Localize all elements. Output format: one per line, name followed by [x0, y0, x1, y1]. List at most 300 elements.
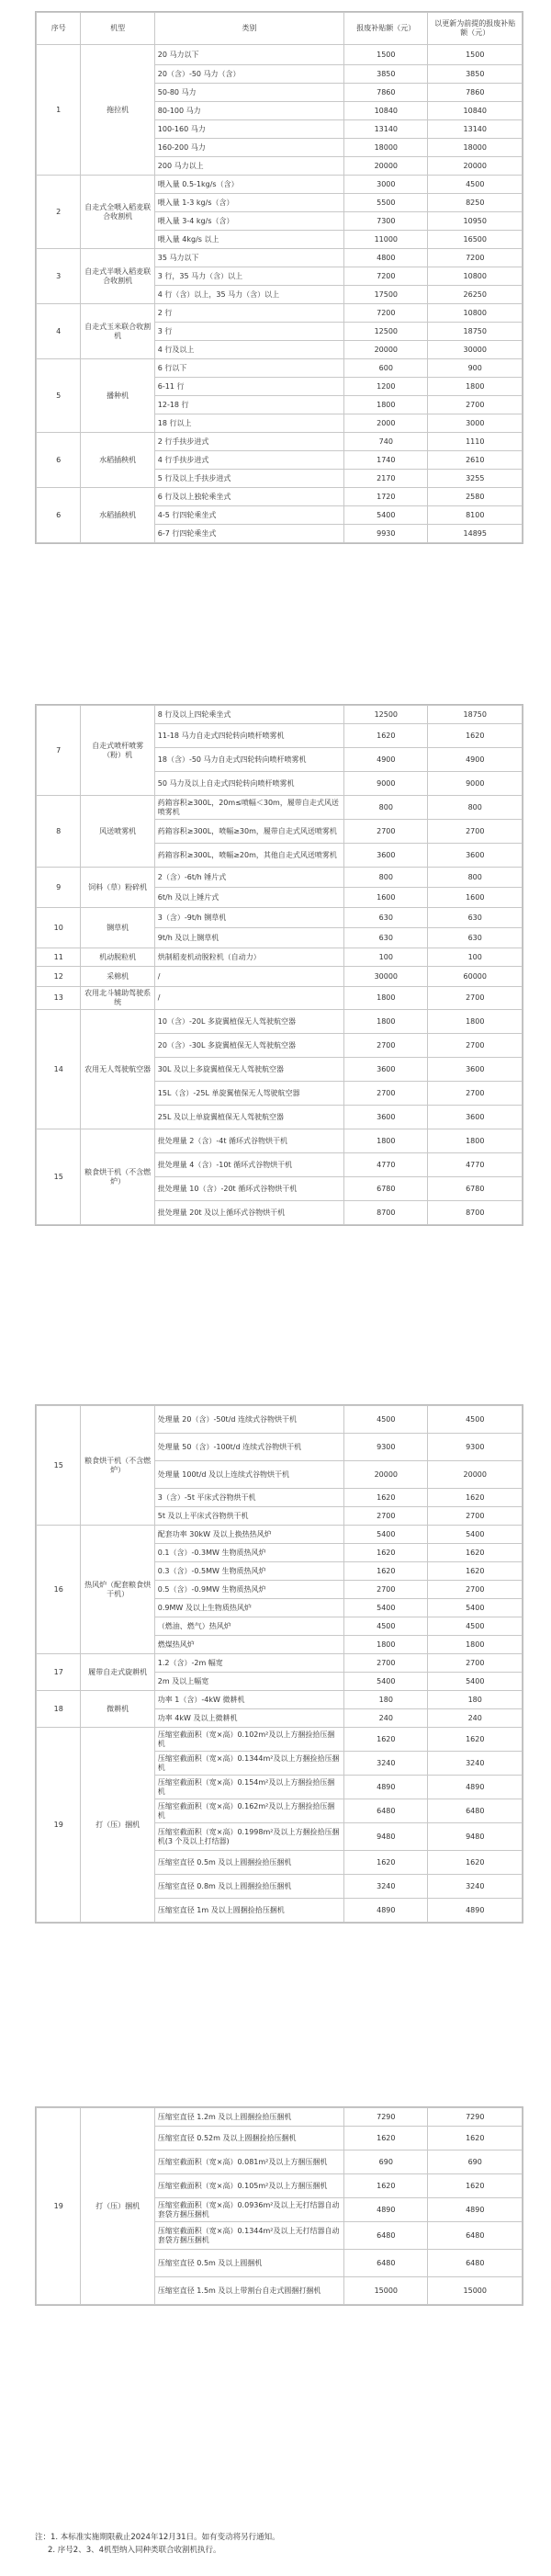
renewal-subsidy-cell: 10950	[428, 212, 523, 231]
renewal-subsidy-cell: 2700	[428, 1507, 523, 1526]
category-cell: 9t/h 及以上铡草机	[154, 928, 343, 948]
subsidy-cell: 4890	[344, 2198, 428, 2222]
subsidy-cell: 5400	[344, 1526, 428, 1544]
category-cell: 2 行	[154, 304, 343, 323]
renewal-subsidy-cell: 5400	[428, 1599, 523, 1617]
category-cell: 6-7 行四轮乘坐式	[154, 525, 343, 543]
subsidy-cell: 2170	[344, 470, 428, 488]
machine-type: 铡草机	[81, 908, 154, 948]
subsidy-cell: 2700	[344, 820, 428, 844]
category-cell: 4 行及以上	[154, 341, 343, 359]
subsidy-cell: 7200	[344, 267, 428, 286]
renewal-subsidy-cell: 5400	[428, 1526, 523, 1544]
subsidy-cell: 4500	[344, 1617, 428, 1636]
subsidy-cell: 4500	[344, 1406, 428, 1434]
renewal-subsidy-cell: 15000	[428, 2277, 523, 2305]
table-row	[37, 488, 523, 506]
subsidy-cell: 18000	[344, 139, 428, 157]
subsidy-cell: 100	[344, 948, 428, 967]
subsidy-cell: 1600	[344, 888, 428, 908]
row-number: 8	[37, 796, 81, 868]
row-number: 5	[37, 359, 81, 433]
table-section-4	[35, 2106, 523, 2306]
renewal-subsidy-cell: 6480	[428, 1799, 523, 1823]
category-cell: 0.3（含）-0.5MW 生物质热风炉	[154, 1562, 343, 1581]
subsidy-cell: 5400	[344, 1673, 428, 1691]
row-number: 9	[37, 868, 81, 908]
renewal-subsidy-cell: 1620	[428, 2174, 523, 2198]
category-cell: 压缩室截面积（宽×高）0.1344m²及以上方捆捡拾压捆机	[154, 1752, 343, 1776]
subsidy-cell: 13140	[344, 120, 428, 139]
subsidy-cell: 1620	[344, 1544, 428, 1562]
renewal-subsidy-cell: 16500	[428, 231, 523, 249]
subsidy-cell: 6780	[344, 1177, 428, 1201]
renewal-subsidy-cell: 800	[428, 868, 523, 888]
renewal-subsidy-cell: 3600	[428, 1058, 523, 1082]
category-cell: 0.1（含）-0.3MW 生物质热风炉	[154, 1544, 343, 1562]
category-cell: 压缩室截面积（宽×高）0.162m²及以上方捆捡拾压捆机	[154, 1799, 343, 1823]
subsidy-cell: 20000	[344, 341, 428, 359]
category-cell: 压缩室直径 0.5m 及以上圆捆机	[154, 2250, 343, 2277]
table-row	[37, 1129, 523, 1153]
subsidy-cell: 800	[344, 868, 428, 888]
subsidy-cell: 3240	[344, 1752, 428, 1776]
renewal-subsidy-cell: 900	[428, 359, 523, 378]
subsidy-cell: 1800	[344, 1010, 428, 1034]
table-row	[37, 2108, 523, 2127]
table-row	[37, 967, 523, 987]
machine-type: 风送喷雾机	[81, 796, 154, 868]
renewal-subsidy-cell: 6780	[428, 1177, 523, 1201]
table-row	[37, 1691, 523, 1709]
row-number: 4	[37, 304, 81, 359]
table-row	[37, 433, 523, 451]
subsidy-cell: 1620	[344, 1851, 428, 1875]
category-cell: 8 行及以上四轮乘坐式	[154, 706, 343, 724]
renewal-subsidy-cell: 26250	[428, 286, 523, 304]
table-row	[37, 1654, 523, 1673]
category-cell: 5t 及以上平床式谷物烘干机	[154, 1507, 343, 1526]
category-cell: 药箱容积≥300L，喷幅≥30m，履带自走式风送喷雾机	[154, 820, 343, 844]
renewal-subsidy-cell: 1620	[428, 1544, 523, 1562]
row-number: 2	[37, 176, 81, 249]
subsidy-cell: 5500	[344, 194, 428, 212]
row-number: 15	[37, 1129, 81, 1225]
subsidy-cell: 1720	[344, 488, 428, 506]
subsidy-cell: 3000	[344, 176, 428, 194]
column-header: 类别	[154, 13, 343, 45]
renewal-subsidy-cell: 100	[428, 948, 523, 967]
renewal-subsidy-cell: 2610	[428, 451, 523, 470]
renewal-subsidy-cell: 10840	[428, 102, 523, 120]
renewal-subsidy-cell: 2700	[428, 987, 523, 1010]
category-cell: 烘制稻麦机动脱粒机（自动力）	[154, 948, 343, 967]
category-cell: 20 马力以下	[154, 45, 343, 65]
renewal-subsidy-cell: 3000	[428, 414, 523, 433]
renewal-subsidy-cell: 4500	[428, 1406, 523, 1434]
category-cell: 批处理量 4（含）-10t 循环式谷物烘干机	[154, 1153, 343, 1177]
subsidy-cell: 1800	[344, 987, 428, 1010]
category-cell: 6 行以下	[154, 359, 343, 378]
renewal-subsidy-cell: 7860	[428, 84, 523, 102]
subsidy-cell: 600	[344, 359, 428, 378]
subsidy-cell: 1740	[344, 451, 428, 470]
subsidy-cell: 2000	[344, 414, 428, 433]
subsidy-cell: 1800	[344, 1129, 428, 1153]
table-row	[37, 1406, 523, 1434]
renewal-subsidy-cell: 4770	[428, 1153, 523, 1177]
subsidy-cell: 1620	[344, 2174, 428, 2198]
renewal-subsidy-cell: 630	[428, 928, 523, 948]
table-row	[37, 706, 523, 724]
category-cell: 35 马力以下	[154, 249, 343, 267]
machine-type: 采棉机	[81, 967, 154, 987]
renewal-subsidy-cell: 4500	[428, 176, 523, 194]
renewal-subsidy-cell: 7200	[428, 249, 523, 267]
machine-type: 水稻插秧机	[81, 433, 154, 488]
category-cell: 15L（含）-25L 单旋翼植保无人驾驶航空器	[154, 1082, 343, 1106]
subsidy-cell: 1800	[344, 1636, 428, 1654]
table-row	[37, 304, 523, 323]
renewal-subsidy-cell: 4890	[428, 1899, 523, 1923]
category-cell: 100-160 马力	[154, 120, 343, 139]
subsidy-cell: 3850	[344, 65, 428, 84]
renewal-subsidy-cell: 3600	[428, 1106, 523, 1129]
category-cell: 压缩室直径 0.5m 及以上圆捆捡拾压捆机	[154, 1851, 343, 1875]
row-number: 19	[37, 1728, 81, 1923]
table-row	[37, 45, 523, 65]
subsidy-cell: 7860	[344, 84, 428, 102]
subsidy-cell: 9930	[344, 525, 428, 543]
subsidy-cell: 180	[344, 1691, 428, 1709]
category-cell: 1.2（含）-2m 幅宽	[154, 1654, 343, 1673]
machine-type: 微耕机	[81, 1691, 154, 1728]
subsidy-cell: 1200	[344, 378, 428, 396]
renewal-subsidy-cell: 800	[428, 796, 523, 820]
category-cell: 3 行，35 马力（含）以上	[154, 267, 343, 286]
renewal-subsidy-cell: 18000	[428, 139, 523, 157]
table-row	[37, 1526, 523, 1544]
renewal-subsidy-cell: 5400	[428, 1673, 523, 1691]
footnotes	[35, 2531, 523, 2557]
category-cell: 药箱容积≥300L，20m≤喷幅＜30m，履带自走式风送喷雾机	[154, 796, 343, 820]
subsidy-cell: 4770	[344, 1153, 428, 1177]
subsidy-cell: 3600	[344, 844, 428, 868]
subsidy-cell: 1620	[344, 1489, 428, 1507]
renewal-subsidy-cell: 690	[428, 2150, 523, 2174]
renewal-subsidy-cell: 20000	[428, 157, 523, 176]
category-cell: 3（含）-9t/h 铡草机	[154, 908, 343, 928]
machine-type: 自走式喷杆喷雾（粉）机	[81, 706, 154, 796]
table-row	[37, 948, 523, 967]
renewal-subsidy-cell: 2580	[428, 488, 523, 506]
subsidy-cell: 4800	[344, 249, 428, 267]
renewal-subsidy-cell: 13140	[428, 120, 523, 139]
renewal-subsidy-cell: 8250	[428, 194, 523, 212]
subsidy-cell: 3600	[344, 1058, 428, 1082]
subsidy-cell: 2700	[344, 1082, 428, 1106]
category-cell: 压缩室直径 0.8m 及以上圆捆捡拾压捆机	[154, 1875, 343, 1899]
subsidy-cell: 9000	[344, 772, 428, 796]
renewal-subsidy-cell: 2700	[428, 1581, 523, 1599]
category-cell: 批处理量 10（含）-20t 循环式谷物烘干机	[154, 1177, 343, 1201]
renewal-subsidy-cell: 9300	[428, 1434, 523, 1461]
renewal-subsidy-cell: 2700	[428, 1654, 523, 1673]
renewal-subsidy-cell: 4500	[428, 1617, 523, 1636]
subsidy-cell: 800	[344, 796, 428, 820]
machine-type: 自走式玉米联合收割机	[81, 304, 154, 359]
row-number: 1	[37, 45, 81, 176]
header-row	[37, 13, 523, 45]
subsidy-cell: 2700	[344, 1654, 428, 1673]
category-cell: 功率 1（含）-4kW 微耕机	[154, 1691, 343, 1709]
renewal-subsidy-cell: 2700	[428, 1034, 523, 1058]
category-cell: 喂入量 1-3 kg/s（含）	[154, 194, 343, 212]
subsidy-cell: 8700	[344, 1201, 428, 1225]
category-cell: 燃煤热风炉	[154, 1636, 343, 1654]
machine-type: 农用北斗辅助驾驶系统	[81, 987, 154, 1010]
category-cell: 20（含）-50 马力（含）	[154, 65, 343, 84]
renewal-subsidy-cell: 240	[428, 1709, 523, 1728]
category-cell: 6t/h 及以上锤片式	[154, 888, 343, 908]
table-section-1	[35, 11, 523, 544]
row-number: 12	[37, 967, 81, 987]
renewal-subsidy-cell: 3240	[428, 1752, 523, 1776]
category-cell: 10（含）-20L 多旋翼植保无人驾驶航空器	[154, 1010, 343, 1034]
renewal-subsidy-cell: 14895	[428, 525, 523, 543]
subsidy-cell: 4890	[344, 1776, 428, 1799]
renewal-subsidy-cell: 18750	[428, 323, 523, 341]
renewal-subsidy-cell: 1500	[428, 45, 523, 65]
footnote-2: 2. 序号2、3、4机型纳入同种类联合收割机执行。	[48, 2546, 221, 2555]
category-cell: 2（含）-6t/h 锤片式	[154, 868, 343, 888]
category-cell: 0.9MW 及以上生物质热风炉	[154, 1599, 343, 1617]
subsidy-cell: 3240	[344, 1875, 428, 1899]
table-row	[37, 249, 523, 267]
category-cell: 压缩室截面积（宽×高）0.081m²及以上方捆压捆机	[154, 2150, 343, 2174]
machine-type: 打（压）捆机	[81, 1728, 154, 1923]
category-cell: 压缩室直径 0.52m 及以上圆捆捡拾压捆机	[154, 2127, 343, 2150]
renewal-subsidy-cell: 1110	[428, 433, 523, 451]
category-cell: 喂入量 0.5-1kg/s（含）	[154, 176, 343, 194]
renewal-subsidy-cell: 1800	[428, 378, 523, 396]
row-number: 16	[37, 1526, 81, 1654]
subsidy-cell: 690	[344, 2150, 428, 2174]
subsidy-cell: 240	[344, 1709, 428, 1728]
column-header: 报废补贴额（元）	[344, 13, 428, 45]
renewal-subsidy-cell: 3600	[428, 844, 523, 868]
renewal-subsidy-cell: 1620	[428, 1851, 523, 1875]
category-cell: 压缩室截面积（宽×高）0.102m²及以上方捆捡拾压捆机	[154, 1728, 343, 1752]
renewal-subsidy-cell: 9000	[428, 772, 523, 796]
renewal-subsidy-cell: 1800	[428, 1636, 523, 1654]
renewal-subsidy-cell: 20000	[428, 1461, 523, 1489]
subsidy-cell: 11000	[344, 231, 428, 249]
machine-type: 粮食烘干机（不含燃炉）	[81, 1129, 154, 1225]
row-number: 6	[37, 488, 81, 543]
subsidy-cell: 2700	[344, 1034, 428, 1058]
renewal-subsidy-cell: 7290	[428, 2108, 523, 2127]
row-number: 6	[37, 433, 81, 488]
category-cell: 压缩室直径 1.5m 及以上带割台自走式圆捆打捆机	[154, 2277, 343, 2305]
footnote-1: 注：1. 本标准实施期限截止2024年12月31日。如有变动将另行通知。	[35, 2533, 280, 2542]
renewal-subsidy-cell: 1620	[428, 724, 523, 748]
subsidy-cell: 6480	[344, 2222, 428, 2250]
subsidy-cell: 7290	[344, 2108, 428, 2127]
row-number: 13	[37, 987, 81, 1010]
category-cell: 4-5 行四轮乘坐式	[154, 506, 343, 525]
machine-type: 自走式半喂入稻麦联合收割机	[81, 249, 154, 304]
renewal-subsidy-cell: 10800	[428, 267, 523, 286]
machine-type: 机动脱粒机	[81, 948, 154, 967]
renewal-subsidy-cell: 8100	[428, 506, 523, 525]
category-cell: 压缩室截面积（宽×高）0.1998m²及以上方捆捡拾压捆机(3 个及以上打结器)	[154, 1823, 343, 1851]
subsidy-cell: 4900	[344, 748, 428, 772]
category-cell: 处理量 20（含）-50t/d 连续式谷物烘干机	[154, 1406, 343, 1434]
category-cell: 2 行手扶步进式	[154, 433, 343, 451]
category-cell: 配套功率 30kW 及以上换热热风炉	[154, 1526, 343, 1544]
subsidy-cell: 1620	[344, 1728, 428, 1752]
category-cell: 25L 及以上单旋翼植保无人驾驶航空器	[154, 1106, 343, 1129]
renewal-subsidy-cell: 9480	[428, 1823, 523, 1851]
renewal-subsidy-cell: 1620	[428, 1562, 523, 1581]
machine-type: 粮食烘干机（不含燃炉）	[81, 1406, 154, 1526]
category-cell: 压缩室直径 1m 及以上圆捆捡拾压捆机	[154, 1899, 343, 1923]
subsidy-cell: 1620	[344, 2127, 428, 2150]
category-cell: 200 马力以上	[154, 157, 343, 176]
renewal-subsidy-cell: 3850	[428, 65, 523, 84]
subsidy-cell: 20000	[344, 157, 428, 176]
column-header: 机型	[81, 13, 154, 45]
subsidy-cell: 1620	[344, 1562, 428, 1581]
category-cell: 压缩室截面积（宽×高）0.1344m²及以上无打结器自动套袋方捆压捆机	[154, 2222, 343, 2250]
subsidy-cell: 2700	[344, 1507, 428, 1526]
category-cell: 80-100 马力	[154, 102, 343, 120]
category-cell: 压缩室截面积（宽×高）0.105m²及以上方捆压捆机	[154, 2174, 343, 2198]
machine-type: 农用无人驾驶航空器	[81, 1010, 154, 1129]
row-number: 17	[37, 1654, 81, 1691]
machine-type: 自走式全喂入稻麦联合收割机	[81, 176, 154, 249]
renewal-subsidy-cell: 8700	[428, 1201, 523, 1225]
subsidy-cell: 9480	[344, 1823, 428, 1851]
category-cell: /	[154, 987, 343, 1010]
machine-type: 打（压）捆机	[81, 2108, 154, 2305]
renewal-subsidy-cell: 6480	[428, 2250, 523, 2277]
category-cell: 50 马力及以上自走式四轮转向喷杆喷雾机	[154, 772, 343, 796]
machine-type: 水稻插秧机	[81, 488, 154, 543]
table-section-3	[35, 1404, 523, 1923]
category-cell: 6 行及以上独轮乘坐式	[154, 488, 343, 506]
category-cell: （燃油、燃气）热风炉	[154, 1617, 343, 1636]
table-row	[37, 908, 523, 928]
subsidy-cell: 4890	[344, 1899, 428, 1923]
renewal-subsidy-cell: 30000	[428, 341, 523, 359]
subsidy-cell: 12500	[344, 706, 428, 724]
subsidy-cell: 30000	[344, 967, 428, 987]
row-number: 10	[37, 908, 81, 948]
subsidy-cell: 630	[344, 928, 428, 948]
subsidy-cell: 7200	[344, 304, 428, 323]
subsidy-cell: 6480	[344, 1799, 428, 1823]
table-row	[37, 176, 523, 194]
table-row	[37, 987, 523, 1010]
renewal-subsidy-cell: 1620	[428, 1489, 523, 1507]
category-cell: 批处理量 2（含）-4t 循环式谷物烘干机	[154, 1129, 343, 1153]
category-cell: 药箱容积≥300L，喷幅≥20m，其他自走式风送喷雾机	[154, 844, 343, 868]
category-cell: 压缩室直径 1.2m 及以上圆捆捡拾压捆机	[154, 2108, 343, 2127]
row-number: 19	[37, 2108, 81, 2305]
machine-type: 履带自走式旋耕机	[81, 1654, 154, 1691]
category-cell: 5 行及以上手扶步进式	[154, 470, 343, 488]
category-cell: 0.5（含）-0.9MW 生物质热风炉	[154, 1581, 343, 1599]
category-cell: /	[154, 967, 343, 987]
renewal-subsidy-cell: 2700	[428, 1082, 523, 1106]
subsidy-cell: 1620	[344, 724, 428, 748]
row-number: 7	[37, 706, 81, 796]
renewal-subsidy-cell: 18750	[428, 706, 523, 724]
subsidy-cell: 20000	[344, 1461, 428, 1489]
renewal-subsidy-cell: 3255	[428, 470, 523, 488]
column-header: 序号	[37, 13, 81, 45]
subsidy-cell: 3600	[344, 1106, 428, 1129]
machine-type: 饲料（草）粉碎机	[81, 868, 154, 908]
renewal-subsidy-cell: 1800	[428, 1129, 523, 1153]
renewal-subsidy-cell: 1800	[428, 1010, 523, 1034]
renewal-subsidy-cell: 2700	[428, 820, 523, 844]
row-number: 15	[37, 1406, 81, 1526]
subsidy-cell: 10840	[344, 102, 428, 120]
row-number: 18	[37, 1691, 81, 1728]
category-cell: 喂入量 3-4 kg/s（含）	[154, 212, 343, 231]
category-cell: 30L 及以上多旋翼植保无人驾驶航空器	[154, 1058, 343, 1082]
subsidy-cell: 5400	[344, 1599, 428, 1617]
renewal-subsidy-cell: 2700	[428, 396, 523, 414]
category-cell: 6-11 行	[154, 378, 343, 396]
renewal-subsidy-cell: 1600	[428, 888, 523, 908]
category-cell: 20（含）-30L 多旋翼植保无人驾驶航空器	[154, 1034, 343, 1058]
renewal-subsidy-cell: 630	[428, 908, 523, 928]
table-row	[37, 1010, 523, 1034]
row-number: 3	[37, 249, 81, 304]
category-cell: 压缩室截面积（宽×高）0.0936m²及以上无打结器自动套袋方捆压捆机	[154, 2198, 343, 2222]
category-cell: 4 行（含）以上，35 马力（含）以上	[154, 286, 343, 304]
renewal-subsidy-cell: 60000	[428, 967, 523, 987]
category-cell: 18 行以上	[154, 414, 343, 433]
subsidy-cell: 740	[344, 433, 428, 451]
category-cell: 12-18 行	[154, 396, 343, 414]
category-cell: 11-18 马力自走式四轮转向喷杆喷雾机	[154, 724, 343, 748]
category-cell: 18（含）-50 马力自走式四轮转向喷杆喷雾机	[154, 748, 343, 772]
machine-type: 热风炉（配套粮食烘干机）	[81, 1526, 154, 1654]
category-cell: 处理量 50（含）-100t/d 连续式谷物烘干机	[154, 1434, 343, 1461]
subsidy-cell: 1800	[344, 396, 428, 414]
row-number: 11	[37, 948, 81, 967]
row-number: 14	[37, 1010, 81, 1129]
subsidy-cell: 630	[344, 908, 428, 928]
subsidy-cell: 6480	[344, 2250, 428, 2277]
renewal-subsidy-cell: 6480	[428, 2222, 523, 2250]
renewal-subsidy-cell: 3240	[428, 1875, 523, 1899]
category-cell: 50-80 马力	[154, 84, 343, 102]
renewal-subsidy-cell: 1620	[428, 2127, 523, 2150]
category-cell: 批处理量 20t 及以上循环式谷物烘干机	[154, 1201, 343, 1225]
machine-type: 播种机	[81, 359, 154, 433]
category-cell: 喂入量 4kg/s 以上	[154, 231, 343, 249]
subsidy-cell: 2700	[344, 1581, 428, 1599]
subsidy-cell: 1500	[344, 45, 428, 65]
table-row	[37, 1728, 523, 1752]
subsidy-cell: 17500	[344, 286, 428, 304]
